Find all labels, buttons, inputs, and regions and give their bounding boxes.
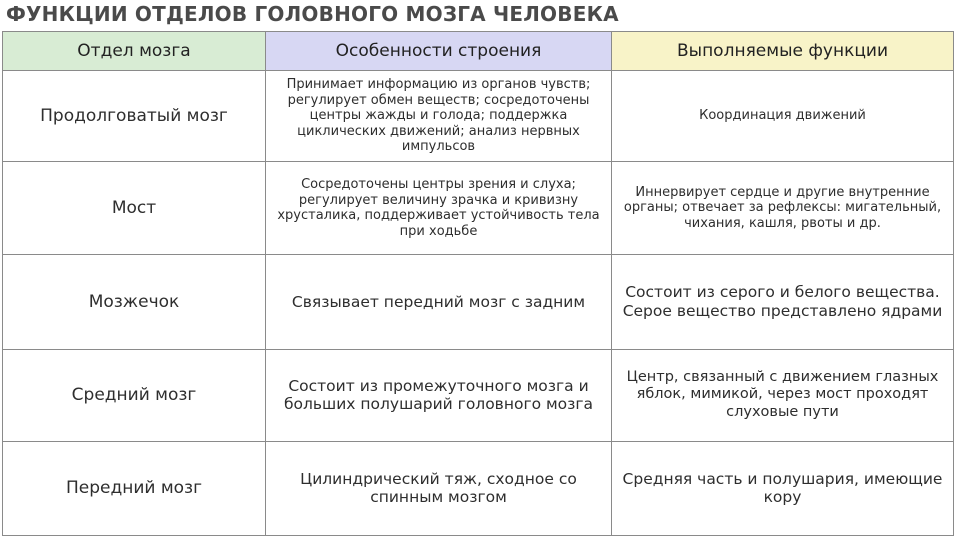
cell-structure: Связывает передний мозг с задним (266, 255, 612, 349)
table-row (3, 71, 954, 162)
cell-functions: Состоит из серого и белого вещества. Серое вещество представлено ядрами (612, 255, 954, 349)
cell-department: Мост (3, 162, 266, 255)
cell-functions: Центр, связанный с движением глазных яблок, мимикой, через мост проходят слуховые пути (612, 349, 954, 441)
page-title: ФУНКЦИИ ОТДЕЛОВ ГОЛОВНОГО МОЗГА ЧЕЛОВЕКА (6, 2, 619, 26)
cell-department: Мозжечок (3, 255, 266, 349)
table-row (3, 255, 954, 349)
cell-department: Средний мозг (3, 349, 266, 441)
cell-functions: Иннервирует сердце и другие внутренние органы; отвечает за рефлексы: мигательный, чихания, кашля, рвоты и др. (612, 162, 954, 255)
cell-department: Передний мозг (3, 441, 266, 535)
header-department: Отдел мозга (3, 32, 266, 71)
table-row (3, 162, 954, 255)
cell-structure: Цилиндрический тяж, сходное со спинным мозгом (266, 441, 612, 535)
table-row (3, 349, 954, 441)
table-row (3, 441, 954, 535)
cell-functions: Средняя часть и полушария, имеющие кору (612, 441, 954, 535)
cell-department: Продолговатый мозг (3, 71, 266, 162)
brain-functions-table (2, 31, 954, 536)
cell-structure: Сосредоточены центры зрения и слуха; регулирует величину зрачка и кривизну хрусталика, поддерживает устойчивость тела при ходьбе (266, 162, 612, 255)
header-functions: Выполняемые функции (612, 32, 954, 71)
cell-structure: Состоит из промежуточного мозга и больших полушарий головного мозга (266, 349, 612, 441)
table-header-row (3, 32, 954, 71)
cell-structure: Принимает информацию из органов чувств; регулирует обмен веществ; сосредоточены центры жажды и голода; поддержка циклических движений; анализ нервных импульсов (266, 71, 612, 162)
header-structure: Особенности строения (266, 32, 612, 71)
cell-functions: Координация движений (612, 71, 954, 162)
